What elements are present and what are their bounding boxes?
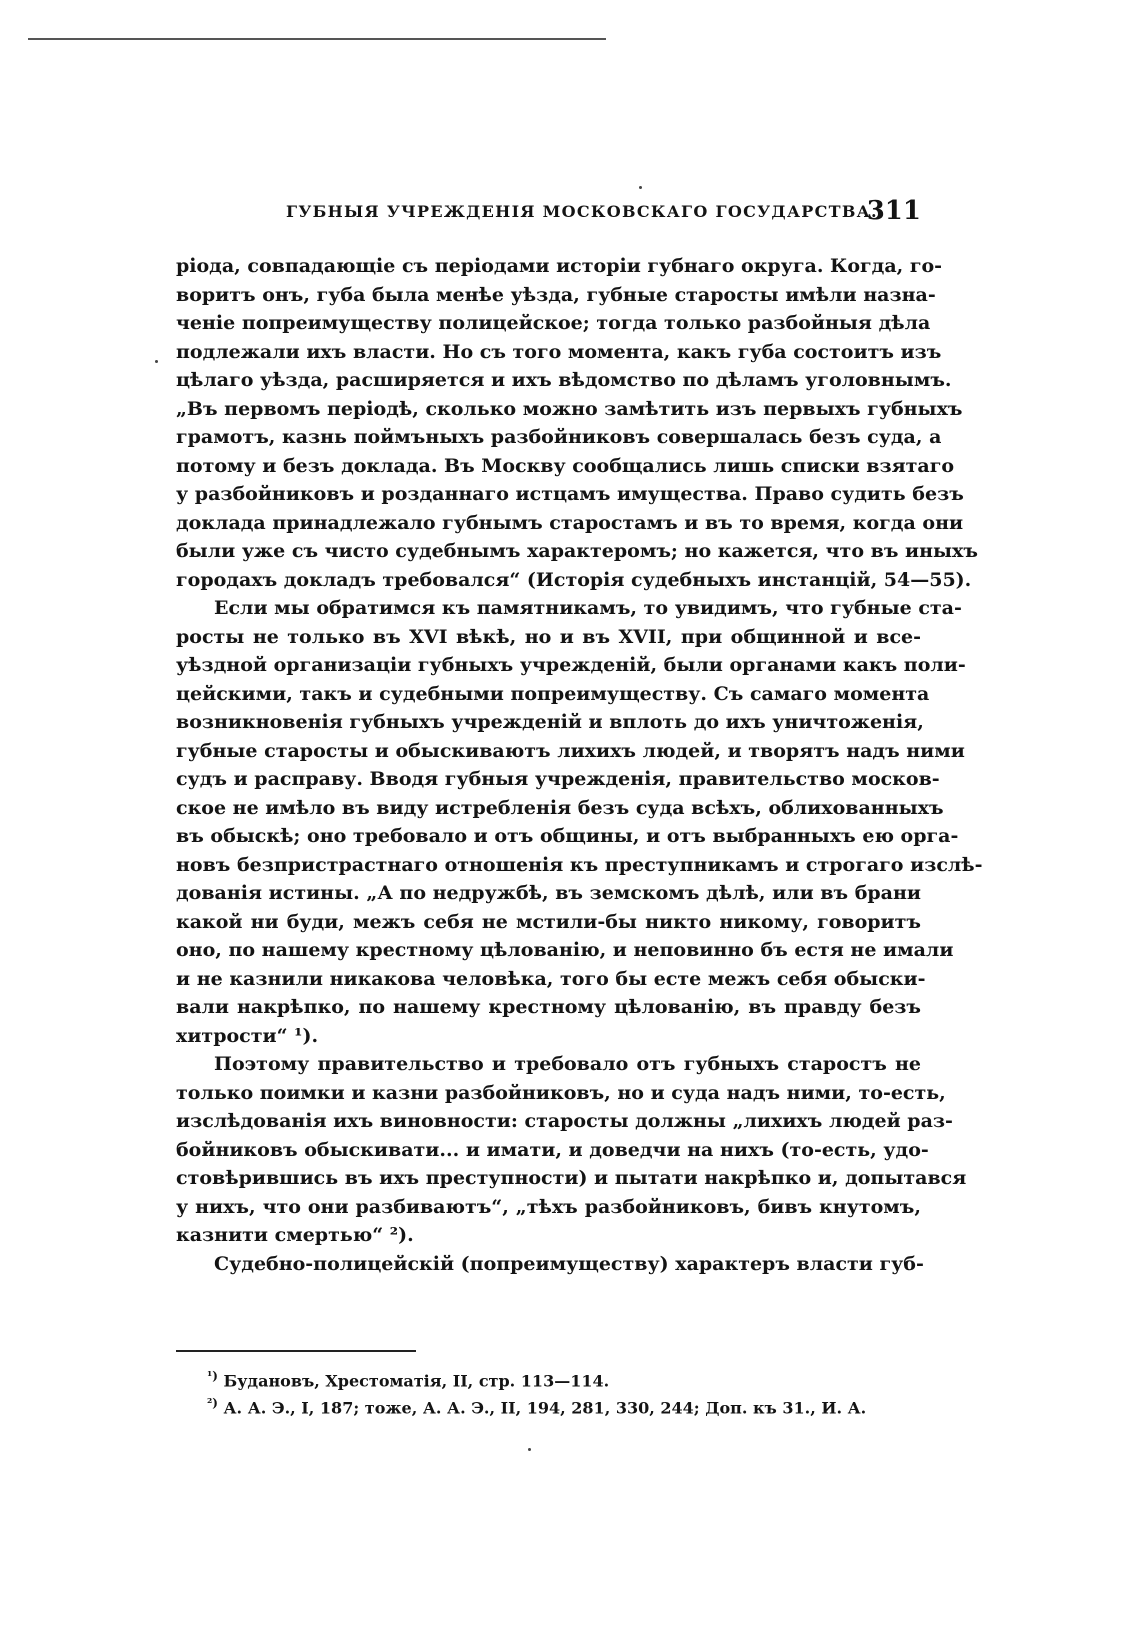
text-line: грамотъ, казнь поймъныхъ разбойниковъ совершалась безъ суда, а — [176, 426, 942, 448]
text-line: оно, по нашему крестному цѣлованію, и неповинно бъ естя не имали — [176, 939, 954, 961]
text-line: городахъ докладъ требовался“ (Исторія судебныхъ инстанцій, 54—55). — [176, 568, 972, 591]
footnote-1 — [207, 1363, 921, 1390]
text-line: ченіе попреимуществу полицейское; тогда только разбойныя дѣла — [176, 312, 931, 334]
text-line: въ обыскѣ; оно требовало и отъ общины, и отъ выбранныхъ ею орга- — [176, 825, 959, 847]
text-line: ское не имѣло въ виду истребленія безъ суда всѣхъ, облихованныхъ — [176, 796, 944, 819]
text-line: какой ни буди, межъ себя не мстили-бы никто никому, говоритъ — [176, 910, 921, 933]
scan-speck — [639, 186, 642, 189]
text-line: цейскими, такъ и судебными попреимуществу. Съ самаго момента — [176, 682, 930, 705]
scan-speck — [155, 360, 158, 363]
text-line: доклада принадлежало губнымъ старостамъ и въ то время, когда они — [176, 511, 964, 534]
text-line: росты не только въ XVI вѣкѣ, но и въ XVII, при общинной и все- — [176, 625, 921, 648]
text-line: Судебно-полицейскій (попреимуществу) характеръ власти губ- — [214, 1252, 924, 1275]
text-line: и не казнили никакова человѣка, того бы есте межъ себя обыски- — [176, 967, 926, 990]
text-line: цѣлаго уѣзда, расширяется и ихъ вѣдомство по дѣламъ уголовнымъ. — [176, 369, 952, 391]
footnote-text: Будановъ, Хрестоматія, II, стр. 113—114. — [223, 1371, 610, 1391]
text-line: казнити смертью“ ²). — [176, 1224, 414, 1246]
text-line: у разбойниковъ и розданнаго истцамъ имущества. Право судить безъ — [176, 483, 964, 505]
text-line: потому и безъ доклада. Въ Москву сообщались лишь списки взятаго — [176, 454, 955, 477]
text-line: дованія истины. „А по недружбѣ, въ земскомъ дѣлѣ, или въ брани — [176, 882, 921, 904]
footnote-2 — [207, 1390, 921, 1417]
text-line: только поимки и казни разбойниковъ, но и суда надъ ними, то-есть, — [176, 1081, 946, 1104]
text-line: вали накрѣпко, по нашему крестному цѣлованію, въ правду безъ — [176, 996, 921, 1018]
text-line: были уже съ чисто судебнымъ характеромъ; но кажется, что въ иныхъ — [176, 540, 978, 562]
running-title: ГУБНЫЯ УЧРЕЖДЕНІЯ МОСКОВСКАГО ГОСУДАРСТВА. — [286, 202, 878, 221]
text-line: у нихъ, что они разбиваютъ“, „тѣхъ разбойниковъ, бивъ кнутомъ, — [176, 1195, 921, 1218]
text-line: бойниковъ обыскивати... и имати, и доведчи на нихъ (то-есть, удо- — [176, 1138, 929, 1161]
text-line: подлежали ихъ власти. Но съ того момента, какъ губа состоитъ изъ — [176, 340, 942, 363]
text-line: воритъ онъ, губа была менѣе уѣзда, губные старосты имѣли назна- — [176, 283, 936, 306]
footnotes — [207, 1363, 921, 1417]
text-line: возникновенія губныхъ учрежденій и вплоть до ихъ уничтоженія, — [176, 711, 924, 733]
text-line: изслѣдованія ихъ виновности: старосты должны „лихихъ людей раз- — [176, 1110, 953, 1132]
footnote-marker: ¹) — [207, 1369, 218, 1383]
text-line: хитрости“ ¹). — [176, 1024, 319, 1047]
paragraph-4 — [176, 1250, 924, 1279]
text-line: Если мы обратимся къ памятникамъ, то увидимъ, что губные ста- — [214, 597, 962, 619]
footnote-marker: ²) — [207, 1396, 218, 1410]
text-line: стовѣрившись въ ихъ преступности) и пытати накрѣпко и, допытався — [176, 1167, 967, 1189]
body-text — [176, 252, 983, 1278]
running-head — [176, 196, 921, 230]
scan-speck — [528, 1448, 531, 1451]
footnote-text: А. А. Э., I, 187; тоже, А. А. Э., II, 194, 281, 330, 244; Доп. къ 31., И. А. — [223, 1398, 867, 1418]
text-line: новъ безпристрастнаго отношенія къ преступникамъ и строгаго изслѣ- — [176, 853, 983, 876]
page-number: 311 — [866, 196, 921, 226]
paragraph-1 — [176, 252, 978, 594]
footnote-rule — [176, 1350, 416, 1352]
text-line: уѣздной организаціи губныхъ учрежденій, были органами какъ поли- — [176, 654, 966, 676]
text-line: ріода, совпадающіе съ періодами исторіи губнаго округа. Когда, го- — [176, 255, 943, 277]
text-line: судъ и расправу. Вводя губныя учрежденія, правительство москов- — [176, 768, 940, 790]
paragraph-2 — [176, 594, 983, 1050]
text-line: Поэтому правительство и требовало отъ губныхъ старостъ не — [214, 1053, 921, 1075]
paragraph-3 — [176, 1050, 967, 1250]
text-line: „Въ первомъ періодѣ, сколько можно замѣтить изъ первыхъ губныхъ — [176, 397, 963, 420]
text-line: губные старосты и обыскиваютъ лихихъ людей, и творятъ надъ ними — [176, 739, 965, 762]
scan-edge-rule — [28, 38, 606, 40]
